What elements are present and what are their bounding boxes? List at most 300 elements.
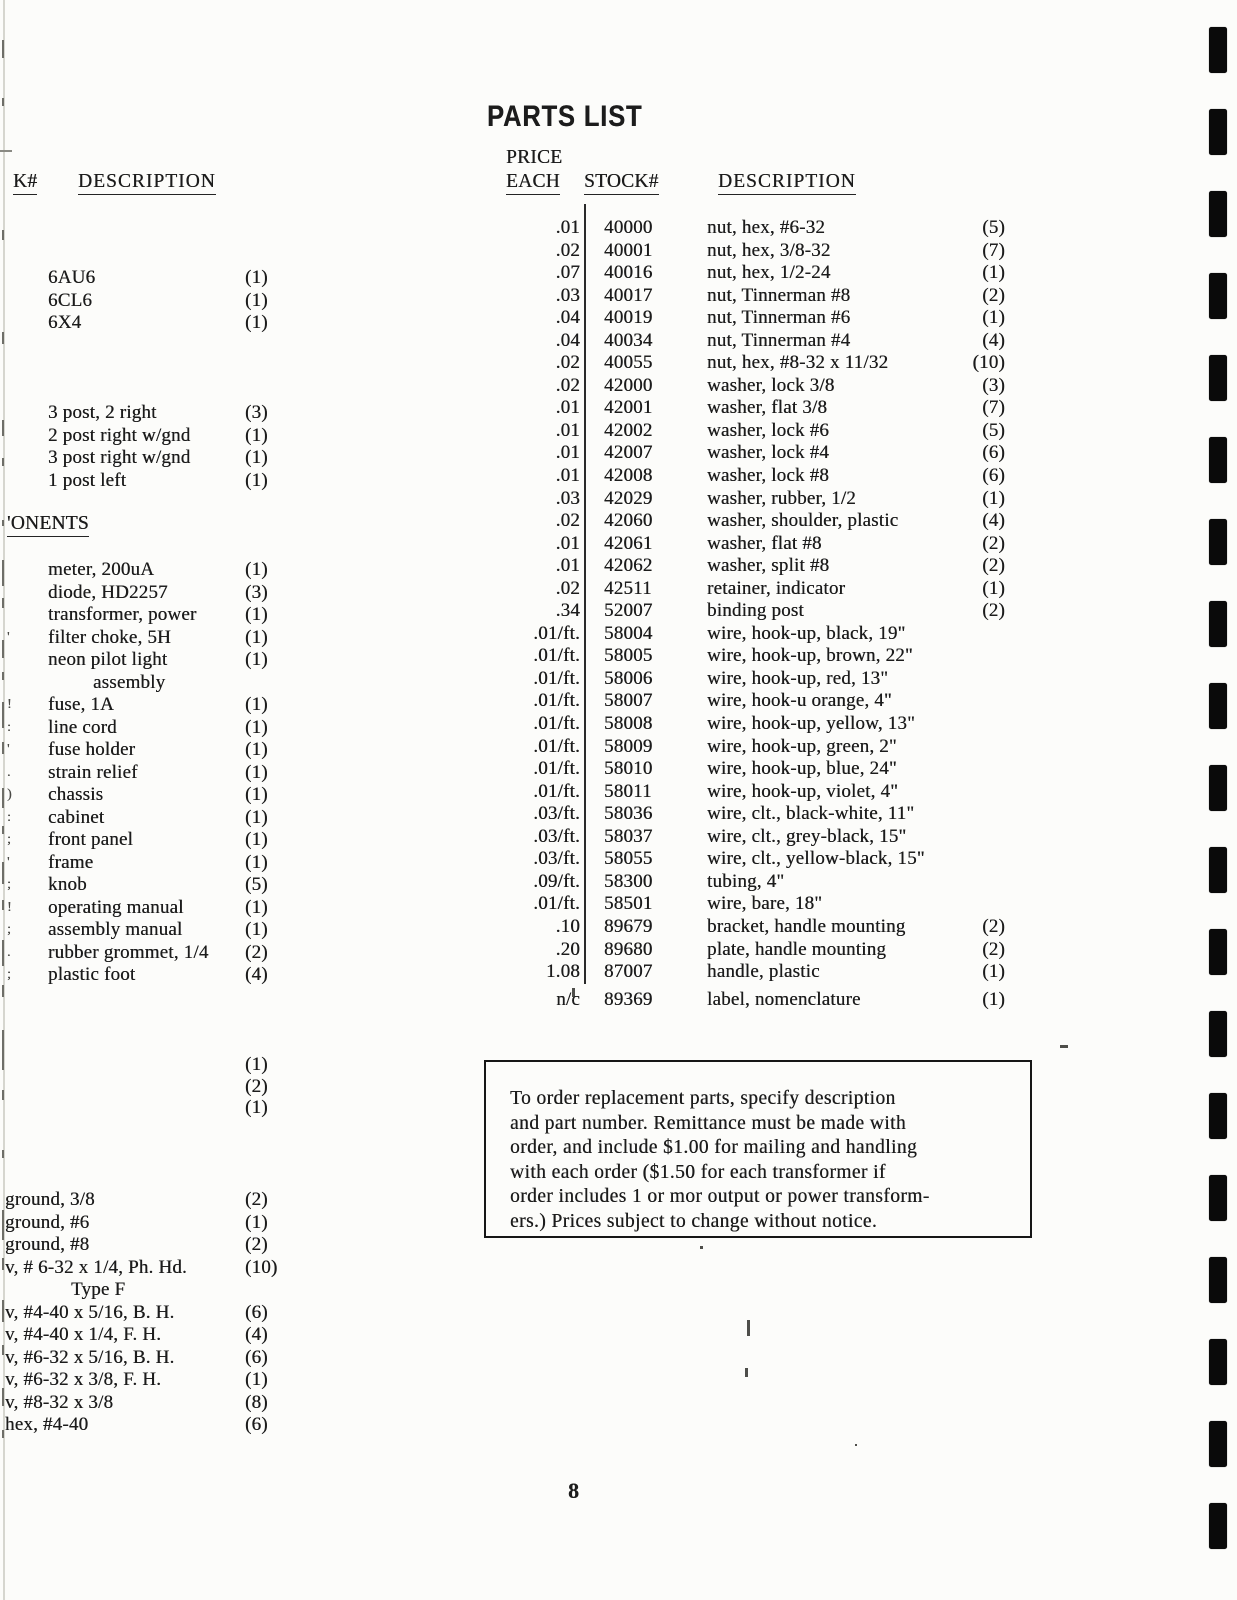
quantity: (1): [245, 312, 268, 333]
stock-number: 42061: [604, 532, 653, 554]
part-description: transformer, power: [48, 604, 197, 625]
quantity: (1): [245, 716, 268, 738]
part-description: filter choke, 5H: [48, 626, 171, 648]
stock-fragment: [7, 649, 48, 672]
parts-row: [500, 668, 1005, 691]
part-description: v, #4-40 x 5/16, B. H.: [5, 1301, 175, 1323]
scan-artifact: [855, 1444, 857, 1446]
parts-row: [500, 240, 1005, 263]
tube-row: [48, 290, 300, 313]
parts-row: [500, 781, 1005, 804]
quantity: [245, 672, 300, 695]
sprocket-mark: [1209, 847, 1227, 893]
part-description: washer, lock #4: [707, 442, 830, 464]
part-description: label, nomenclature: [707, 988, 861, 1010]
part-description: washer, lock 3/8: [707, 374, 835, 396]
price-each: .01/ft.: [533, 690, 580, 712]
stock-fragment: ;: [7, 967, 12, 982]
parts-row: [500, 420, 1005, 443]
component-row: [7, 739, 300, 762]
quantity: (6): [245, 1346, 268, 1368]
quantity: [945, 871, 1005, 894]
parts-row: [500, 555, 1005, 578]
quantity: [945, 893, 1005, 916]
quantity: [945, 713, 1005, 736]
parts-row: [500, 736, 1005, 759]
stock-fragment: [7, 559, 48, 582]
quantity: (2): [245, 941, 268, 963]
stock-fragment: ': [7, 742, 10, 757]
quantity: (1): [245, 604, 268, 625]
quantity: (1): [245, 806, 268, 828]
component-row: [7, 649, 300, 672]
stock-number: 87007: [604, 961, 653, 983]
stock-number: 42511: [604, 577, 652, 599]
stock-number: 58037: [604, 825, 653, 847]
quantity: (2): [245, 1189, 268, 1210]
quantity: (1): [245, 896, 268, 918]
stock-fragment: !: [7, 899, 12, 915]
quantity: [945, 690, 1005, 713]
stock-number: 42060: [604, 510, 653, 532]
part-description: operating manual: [48, 896, 184, 918]
part-description: binding post: [707, 600, 804, 622]
scan-edge-dash: [2, 1300, 4, 1322]
quantity: (4): [982, 329, 1005, 351]
scan-edge-dash: [2, 1210, 4, 1240]
component-row: [7, 829, 300, 852]
quantity: (1): [245, 447, 268, 468]
part-description: 6CL6: [48, 289, 93, 311]
sprocket-mark: [1209, 109, 1227, 155]
parts-row: [500, 803, 1005, 826]
scan-edge-dash: [2, 672, 4, 680]
part-description: wire, hook-up, red, 13": [707, 667, 889, 689]
quantity: (2): [982, 284, 1005, 306]
orphan-quantity-column: [245, 1054, 268, 1119]
part-description: Type F: [71, 1279, 126, 1300]
hardware-row: [5, 1392, 300, 1415]
scan-edge-dash: [2, 98, 4, 106]
quantity: (2): [982, 532, 1005, 554]
component-row: [7, 559, 300, 582]
sprocket-mark: [1209, 601, 1227, 647]
scan-edge-dash: [2, 230, 4, 240]
quantity: (3): [245, 581, 268, 603]
scan-edge-dash: [2, 458, 4, 466]
stock-number: 58008: [604, 713, 653, 735]
stock-number: 58055: [604, 848, 653, 870]
stock-number: 58501: [604, 893, 653, 915]
parts-row: [500, 826, 1005, 849]
stock-number: 52007: [604, 600, 653, 622]
part-description: nut, Tinnerman #8: [707, 284, 851, 306]
price-each: n/c: [556, 988, 580, 1010]
stock-number: 42002: [604, 419, 653, 441]
component-row: [7, 784, 300, 807]
parts-row: [500, 713, 1005, 736]
component-row: [7, 874, 300, 897]
quantity: (7): [982, 239, 1005, 261]
scan-edge-dash: [2, 788, 4, 808]
scan-edge-dash: [2, 1430, 4, 1438]
stock-fragment: ;: [7, 877, 12, 892]
price-each: .02: [555, 352, 580, 374]
price-each: .02: [555, 577, 580, 599]
quantity: (1): [245, 694, 268, 715]
tube-row: [48, 267, 300, 290]
note-line: order, and include $1.00 for mailing and handling: [510, 1137, 918, 1159]
part-description: v, #6-32 x 5/16, B. H.: [5, 1346, 175, 1368]
scan-edge-dash: [2, 560, 4, 586]
parts-row: [500, 217, 1005, 240]
stock-number: 89680: [604, 938, 653, 960]
scan-edge-dash: [2, 40, 4, 58]
quantity: (1): [245, 424, 268, 446]
left-description-column-header: [78, 170, 216, 194]
parts-row: [500, 307, 1005, 330]
quantity: (1): [245, 559, 268, 580]
scan-edge-dash: [2, 1090, 4, 1100]
quantity: (1): [982, 487, 1005, 509]
scan-edge-dash: [2, 598, 4, 608]
price-each: .01/ft.: [533, 893, 580, 915]
quantity: (1): [982, 262, 1005, 284]
hardware-row: [5, 1234, 300, 1257]
hardware-row: [5, 1347, 300, 1370]
part-description: wire, hook-up, green, 2": [707, 735, 897, 757]
stock-number: 58009: [604, 735, 653, 757]
quantity: (3): [245, 402, 268, 423]
page-number: 8: [568, 1478, 580, 1503]
part-description: washer, flat 3/8: [707, 397, 828, 419]
sprocket-mark: [1209, 765, 1227, 811]
scan-artifact: [1060, 1045, 1068, 1048]
component-row: [7, 762, 300, 785]
price-each: .01/ft.: [533, 713, 580, 735]
price-each: .02: [555, 239, 580, 261]
quantity: (2): [982, 938, 1005, 960]
left-stock-column-header: [13, 170, 37, 194]
parts-row: [500, 442, 1005, 465]
quantity: (2): [982, 600, 1005, 622]
stock-number: 58006: [604, 667, 653, 689]
quantity: (1): [245, 649, 268, 670]
quantity: (10): [972, 352, 1005, 374]
part-description: nut, hex, #8-32 x 11/32: [707, 352, 889, 374]
stock-column-header: [584, 170, 659, 194]
stock-fragment: ;: [7, 832, 12, 847]
stock-number: 42062: [604, 555, 653, 577]
hardware-row: [5, 1302, 300, 1325]
part-description: chassis: [48, 784, 104, 805]
price-each: .01: [555, 397, 580, 419]
stock-fragment: [7, 604, 48, 627]
price-each: .03: [555, 284, 580, 306]
component-row: [7, 627, 300, 650]
quantity: (6): [982, 465, 1005, 487]
left-stock-header-label: K#: [13, 171, 37, 195]
parts-row: [500, 352, 1005, 375]
left-description-header-label: DESCRIPTION: [78, 171, 216, 195]
parts-row: [500, 330, 1005, 353]
stock-fragment: !: [7, 697, 12, 712]
part-description: 3 post, 2 right: [48, 402, 157, 423]
quantity: (8): [245, 1391, 268, 1413]
part-description: plastic foot: [48, 964, 136, 985]
part-description: hex, #4-40: [5, 1414, 89, 1435]
scan-edge-dash: [2, 640, 4, 658]
sprocket-mark: [1209, 1421, 1227, 1467]
scan-edge-dash: [2, 520, 4, 526]
note-line: order includes 1 or mor output or power transform-: [510, 1186, 930, 1208]
price-each: .09/ft.: [533, 870, 580, 892]
part-description: strain relief: [48, 761, 138, 783]
component-row: [7, 807, 300, 830]
quantity: [945, 668, 1005, 691]
stock-number: 40001: [604, 239, 653, 261]
price-each: .07: [555, 262, 580, 284]
scan-edge-dash: [2, 862, 4, 884]
parts-row: [500, 848, 1005, 871]
parts-row: [500, 758, 1005, 781]
hardware-row: [5, 1369, 300, 1392]
part-description: washer, shoulder, plastic: [707, 510, 899, 532]
part-description: fuse holder: [48, 739, 136, 760]
part-description: knob: [48, 874, 87, 895]
tube-row: [48, 312, 300, 335]
part-description: front panel: [48, 829, 134, 850]
parts-row: [500, 510, 1005, 533]
quantity: (1): [245, 851, 268, 873]
stock-fragment: .: [7, 944, 11, 960]
quantity: (1): [245, 784, 268, 805]
part-description: diode, HD2257: [48, 581, 168, 603]
stock-fragment: :: [7, 719, 12, 735]
scan-edge-dash: [2, 702, 4, 728]
parts-row: [500, 397, 1005, 420]
component-row: [7, 604, 300, 627]
stock-number: 58005: [604, 645, 653, 667]
price-header-label: EACH: [506, 171, 560, 195]
stock-number: 58300: [604, 870, 653, 892]
quantity: (1): [982, 577, 1005, 599]
parts-row: [500, 465, 1005, 488]
price-each: 1.08: [545, 961, 580, 983]
quantity: (1): [245, 626, 268, 648]
quantity: (1): [245, 829, 268, 850]
parts-row: [500, 871, 1005, 894]
parts-row: [500, 939, 1005, 962]
orphan-quantity: (1): [245, 1054, 268, 1075]
component-row: [7, 919, 300, 942]
part-description: wire, hook-up, blue, 24": [707, 758, 897, 780]
price-each: .01/ft.: [533, 622, 580, 644]
parts-row: [500, 375, 1005, 398]
price-each: .03/ft.: [533, 848, 580, 870]
part-description: v, #4-40 x 1/4, F. H.: [5, 1324, 162, 1345]
scan-edge-dash: [2, 420, 4, 436]
quantity: (2): [982, 915, 1005, 937]
part-description: wire, hook-up, brown, 22": [707, 645, 913, 667]
sprocket-mark: [1209, 519, 1227, 565]
sprocket-mark: [1209, 1175, 1227, 1221]
part-description: rubber grommet, 1/4: [48, 941, 209, 963]
part-description: ground, 3/8: [5, 1189, 95, 1210]
part-description: line cord: [48, 716, 117, 738]
component-row: [7, 694, 300, 717]
price-header-line1: PRICE: [506, 147, 563, 168]
quantity: (4): [245, 964, 268, 985]
note-line: and part number. Remittance must be made with: [510, 1112, 906, 1134]
part-description: ground, #8: [5, 1234, 90, 1255]
stock-number: 42008: [604, 465, 653, 487]
quantity: [945, 758, 1005, 781]
post-row: [48, 470, 300, 493]
stock-number: 40019: [604, 307, 653, 329]
tube-list: [48, 267, 300, 335]
sprocket-mark: [1209, 929, 1227, 975]
component-row: [7, 582, 300, 605]
sprocket-mark: [1209, 1011, 1227, 1057]
part-description: plate, handle mounting: [707, 938, 887, 960]
stock-fragment: :: [7, 809, 12, 825]
quantity: [945, 848, 1005, 871]
scan-edge-dash: [2, 900, 4, 910]
quantity: (3): [982, 374, 1005, 396]
hardware-row: [5, 1189, 300, 1212]
part-description: washer, flat #8: [707, 532, 822, 554]
scan-edge-dash: [2, 332, 4, 344]
part-description: frame: [48, 851, 94, 873]
stock-fragment: ': [7, 854, 10, 870]
part-description: assembly: [93, 671, 166, 693]
component-row: [7, 964, 300, 987]
sprocket-mark: [1209, 437, 1227, 483]
scan-edge-dash: [2, 742, 4, 754]
quantity: [945, 803, 1005, 826]
post-row: [48, 447, 300, 470]
component-row: [7, 717, 300, 740]
scan-edge-dash: [2, 1258, 4, 1270]
part-description: nut, Tinnerman #6: [707, 307, 851, 329]
part-description: wire, hook-u orange, 4": [707, 690, 892, 712]
part-description: 1 post left: [48, 469, 127, 491]
part-description: nut, Tinnerman #4: [707, 329, 851, 351]
quantity: (4): [982, 510, 1005, 532]
stock-fragment: ': [7, 629, 10, 645]
stock-number: 40017: [604, 284, 653, 306]
scan-artifact: [700, 1246, 703, 1249]
part-description: nut, hex, #6-32: [707, 217, 826, 238]
part-description: 3 post right w/gnd: [48, 447, 191, 468]
stock-fragment: ;: [7, 922, 12, 937]
quantity: (1): [982, 307, 1005, 329]
price-each: .01/ft.: [533, 667, 580, 689]
parts-row: [500, 285, 1005, 308]
page-title: PARTS LIST: [487, 100, 643, 133]
sprocket-mark: [1209, 27, 1227, 73]
stock-number: 58010: [604, 758, 653, 780]
part-description: assembly manual: [48, 919, 183, 940]
price-each: .01: [555, 532, 580, 554]
part-description: cabinet: [48, 806, 105, 828]
parts-row: [500, 488, 1005, 511]
part-description: meter, 200uA: [48, 559, 155, 580]
part-description: wire, bare, 18": [707, 893, 823, 915]
price-each: .04: [555, 307, 580, 329]
quantity: [945, 781, 1005, 804]
scan-edge-dash: [2, 1388, 4, 1406]
stock-number: 58007: [604, 690, 653, 712]
part-description: nut, hex, 1/2-24: [707, 262, 831, 284]
quantity: (1): [245, 919, 268, 940]
part-description: v, # 6-32 x 1/4, Ph. Hd.: [5, 1256, 187, 1278]
price-each: .01/ft.: [533, 735, 580, 757]
quantity: (7): [982, 397, 1005, 419]
parts-table: [500, 217, 1005, 1011]
parts-row: [500, 961, 1005, 984]
quantity: (2): [245, 1234, 268, 1255]
quantity: (6): [982, 442, 1005, 464]
quantity: (5): [982, 217, 1005, 238]
scan-edge-tick: [0, 150, 12, 152]
price-each: .01: [555, 217, 580, 238]
scan-edge-dash: [2, 1150, 4, 1158]
hardware-row: [5, 1257, 300, 1280]
quantity: (1): [245, 289, 268, 311]
parts-row: [500, 916, 1005, 939]
quantity: (1): [982, 988, 1005, 1010]
hardware-row: [5, 1414, 300, 1437]
stock-fragment: ): [7, 787, 12, 802]
part-description: bracket, handle mounting: [707, 915, 906, 937]
note-line: with each order ($1.50 for each transformer if: [510, 1161, 886, 1183]
price-each: .01: [555, 555, 580, 577]
part-description: wire, hook-up, violet, 4": [707, 780, 899, 802]
part-description: fuse, 1A: [48, 694, 114, 715]
stock-number: 42007: [604, 442, 653, 464]
price-each: .03/ft.: [533, 825, 580, 847]
description-header-label: DESCRIPTION: [718, 171, 856, 195]
stock-header-label: STOCK#: [584, 171, 659, 195]
parts-row: [500, 645, 1005, 668]
price-each: .02: [555, 510, 580, 532]
ordering-note-box: [484, 1060, 1032, 1238]
stock-number: 42000: [604, 374, 653, 396]
stock-number: 89679: [604, 915, 653, 937]
quantity: [945, 736, 1005, 759]
quantity: (1): [245, 267, 268, 288]
part-description: wire, clt., black-white, 11": [707, 803, 915, 825]
part-description: washer, lock #6: [707, 419, 830, 441]
parts-row: [500, 623, 1005, 646]
parts-row: [500, 600, 1005, 623]
post-row: [48, 402, 300, 425]
quantity: (1): [245, 469, 268, 491]
components-section-heading: [7, 512, 89, 536]
stock-fragment: [7, 582, 48, 605]
price-each: .01: [555, 442, 580, 464]
component-row: [7, 852, 300, 875]
price-each: .01: [555, 419, 580, 441]
post-row: [48, 425, 300, 448]
hardware-row: [5, 1212, 300, 1235]
part-description: washer, rubber, 1/2: [707, 487, 856, 509]
part-description: nut, hex, 3/8-32: [707, 239, 831, 261]
post-list: [48, 402, 300, 492]
parts-row: [500, 989, 1005, 1012]
